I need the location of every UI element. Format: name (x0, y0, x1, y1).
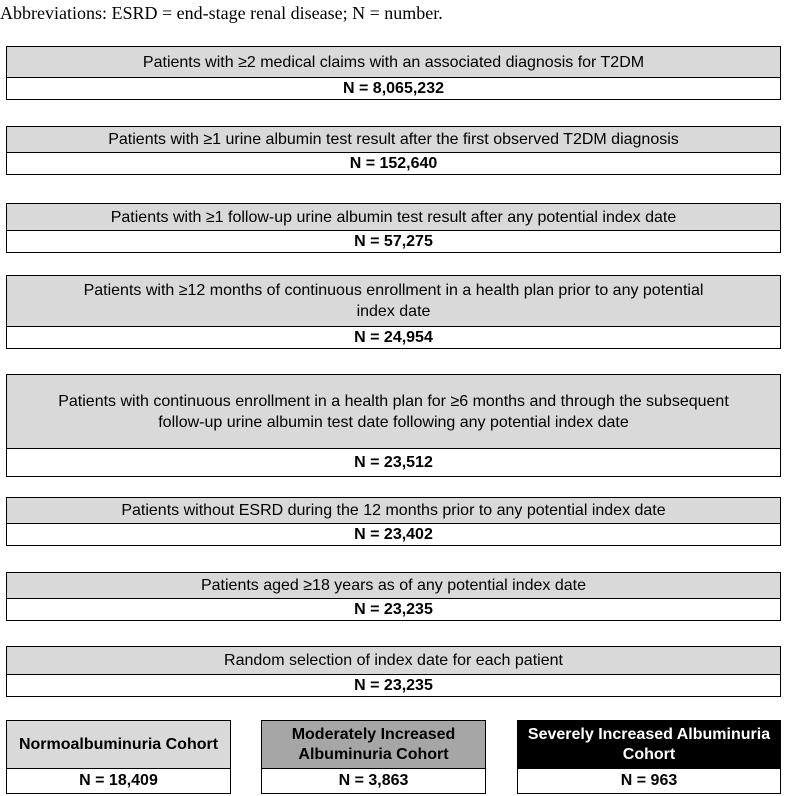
cohort-count: N = 3,863 (262, 768, 485, 793)
cohort-count: N = 963 (518, 768, 780, 793)
flow-step-label: Patients with ≥1 urine albumin test result after the first observed T2DM diagnosis (7, 127, 780, 152)
cohort-label: Severely Increased Albuminuria Cohort (518, 721, 780, 768)
flow-step-count: N = 23,235 (7, 598, 780, 620)
abbreviations-note: Abbreviations: ESRD = end-stage renal disease; N = number. (0, 3, 443, 23)
flow-step-7 (6, 572, 781, 621)
flow-step-label: Patients with ≥1 follow-up urine albumin test result after any potential index date (7, 204, 780, 230)
flow-step-count: N = 57,275 (7, 230, 780, 252)
cohort-label: Normoalbuminuria Cohort (7, 721, 230, 768)
flow-step-6 (6, 497, 781, 546)
flow-step-count: N = 152,640 (7, 152, 780, 174)
flow-step-5 (6, 374, 781, 477)
flow-step-8 (6, 646, 781, 697)
flow-step-label: Patients without ESRD during the 12 months prior to any potential index date (7, 498, 780, 523)
flow-step-count: N = 23,402 (7, 523, 780, 545)
cohort-severely-increased (517, 720, 781, 794)
cohort-normoalbuminuria (6, 720, 231, 794)
flow-step-count: N = 23,512 (7, 448, 780, 476)
cohort-moderately-increased (261, 720, 486, 794)
flow-step-label: Random selection of index date for each patient (7, 647, 780, 674)
flow-step-count: N = 8,065,232 (7, 77, 780, 99)
flow-step-count: N = 24,954 (7, 326, 780, 348)
flow-step-label: Patients aged ≥18 years as of any potential index date (7, 573, 780, 598)
flow-step-label: Patients with continuous enrollment in a health plan for ≥6 months and through the subsequent follow-up urine albumin test date following any potential index date (7, 375, 780, 448)
flow-step-1 (6, 46, 781, 100)
flow-step-label: Patients with ≥2 medical claims with an associated diagnosis for T2DM (7, 47, 780, 77)
flow-step-3 (6, 203, 781, 253)
flow-step-2 (6, 126, 781, 175)
flow-step-4 (6, 275, 781, 349)
flow-step-label: Patients with ≥12 months of continuous enrollment in a health plan prior to any potential index date (7, 276, 780, 326)
cohort-count: N = 18,409 (7, 768, 230, 793)
cohort-label: Moderately Increased Albuminuria Cohort (262, 721, 485, 768)
flow-step-count: N = 23,235 (7, 674, 780, 696)
